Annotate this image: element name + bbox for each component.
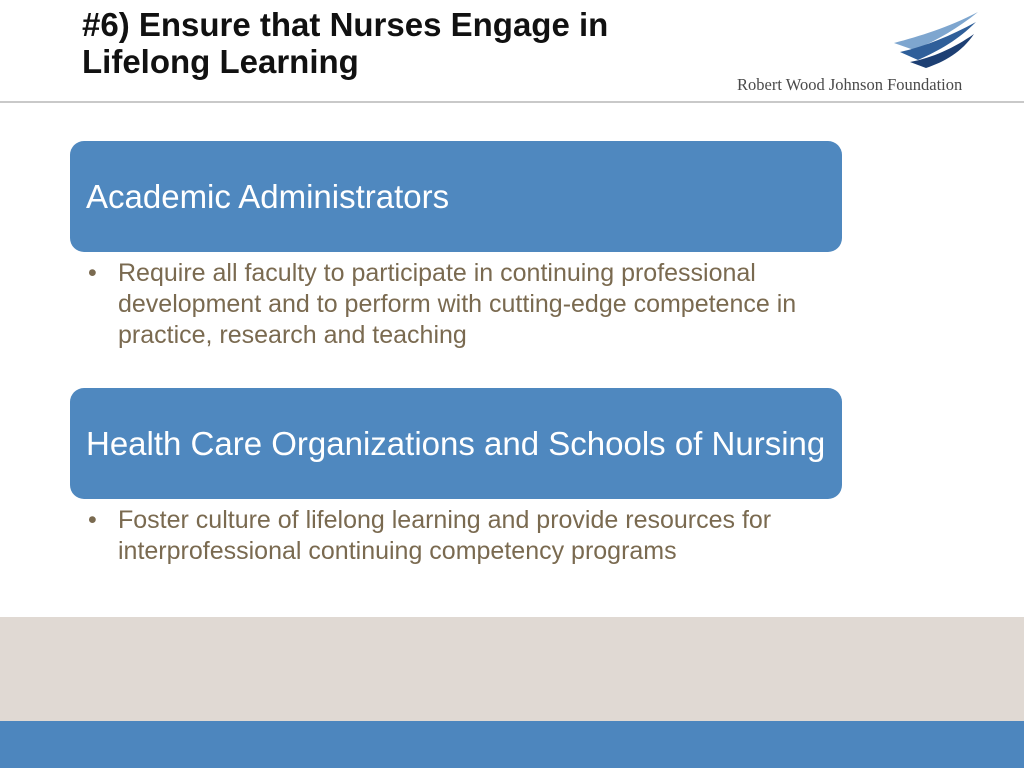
section-heading-academic-administrators: [70, 141, 842, 252]
bullet-marker: •: [88, 259, 97, 287]
list-item: [88, 258, 808, 351]
list-item: [88, 505, 808, 567]
bullet-text: Require all faculty to participate in continuing professional development and to perform with cutting-edge competence in practice, research and teaching: [118, 259, 797, 349]
bullet-marker: •: [88, 506, 97, 534]
rwjf-logo: [734, 10, 984, 100]
bullet-list: [88, 258, 808, 351]
bullet-text: Foster culture of lifelong learning and provide resources for interprofessional continuing competency programs: [118, 506, 772, 565]
footer-band-gray: [0, 617, 1024, 721]
header-divider: [0, 101, 1024, 103]
foundation-name: Robert Wood Johnson Foundation: [737, 75, 963, 94]
footer-band-blue: [0, 721, 1024, 768]
slide-title-line-2: Lifelong Learning: [82, 43, 359, 80]
section-heading-health-care-organizations: [70, 388, 842, 499]
slide-title-line-1: #6) Ensure that Nurses Engage in: [82, 6, 609, 43]
section-heading-text: Academic Administrators: [86, 177, 450, 215]
slide-title: [82, 6, 762, 80]
bullet-list: [88, 505, 808, 567]
section-heading-text: Health Care Organizations and Schools of Nursing: [86, 424, 826, 462]
eagle-wing-icon: [892, 10, 982, 68]
